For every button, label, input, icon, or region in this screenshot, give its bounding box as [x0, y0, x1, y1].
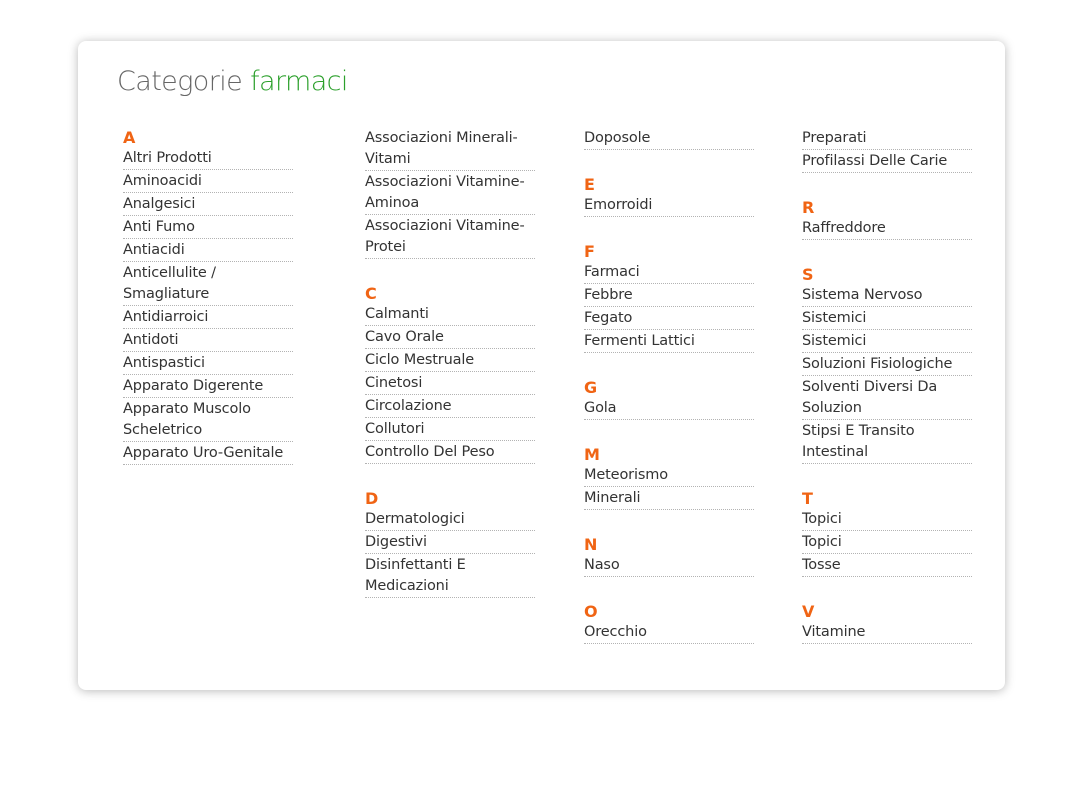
category-link[interactable]: Profilassi Delle Carie	[802, 151, 972, 173]
group-letter: D	[365, 489, 379, 508]
category-group-e	[584, 175, 754, 217]
category-link[interactable]: Digestivi	[365, 532, 535, 554]
category-link[interactable]: Disinfettanti E Medicazioni	[365, 555, 535, 598]
category-group-continued	[584, 128, 754, 150]
category-link[interactable]: Circolazione	[365, 396, 535, 418]
category-link[interactable]: Antispastici	[123, 353, 293, 375]
category-link[interactable]: Topici	[802, 509, 972, 531]
title-main: Categorie	[117, 66, 243, 97]
category-link[interactable]: Associazioni Vitamine-Aminoa	[365, 172, 535, 215]
category-link[interactable]: Anticellulite / Smagliature	[123, 263, 293, 306]
group-letter: M	[584, 445, 600, 464]
category-link[interactable]: Stipsi E Transito Intestinal	[802, 421, 972, 464]
group-letter: F	[584, 242, 595, 261]
category-group-m	[584, 445, 754, 510]
group-letter: A	[123, 128, 136, 147]
category-link[interactable]: Ciclo Mestruale	[365, 350, 535, 372]
group-letter: V	[802, 602, 815, 621]
category-link[interactable]: Associazioni Minerali-Vitami	[365, 128, 535, 171]
category-link[interactable]: Emorroidi	[584, 195, 754, 217]
category-link[interactable]: Sistemici	[802, 331, 972, 353]
category-column-4	[802, 128, 972, 669]
category-link[interactable]: Fermenti Lattici	[584, 331, 754, 353]
category-link[interactable]: Gola	[584, 398, 754, 420]
category-link[interactable]: Doposole	[584, 128, 754, 150]
category-link[interactable]: Orecchio	[584, 622, 754, 644]
category-link[interactable]: Raffreddore	[802, 218, 972, 240]
category-link[interactable]: Aminoacidi	[123, 171, 293, 193]
category-link[interactable]: Cinetosi	[365, 373, 535, 395]
category-link[interactable]: Preparati	[802, 128, 972, 150]
category-link[interactable]: Cavo Orale	[365, 327, 535, 349]
category-column-2	[365, 128, 535, 623]
group-letter: S	[802, 265, 814, 284]
category-link[interactable]: Sistemici	[802, 308, 972, 330]
category-group-o	[584, 602, 754, 644]
category-link[interactable]: Anti Fumo	[123, 217, 293, 239]
category-group-f	[584, 242, 754, 353]
category-link[interactable]: Antiacidi	[123, 240, 293, 262]
category-link[interactable]: Apparato Muscolo Scheletrico	[123, 399, 293, 442]
category-link[interactable]: Antidiarroici	[123, 307, 293, 329]
category-link[interactable]: Analgesici	[123, 194, 293, 216]
category-link[interactable]: Associazioni Vitamine-Protei	[365, 216, 535, 259]
category-group-a	[123, 128, 293, 465]
group-letter: T	[802, 489, 813, 508]
category-group-s	[802, 265, 972, 464]
categories-card	[78, 41, 1005, 690]
group-letter: O	[584, 602, 598, 621]
category-link[interactable]: Antidoti	[123, 330, 293, 352]
group-letter: G	[584, 378, 598, 397]
category-group-continued	[802, 128, 972, 173]
category-column-3	[584, 128, 754, 669]
category-link[interactable]: Fegato	[584, 308, 754, 330]
category-link[interactable]: Apparato Digerente	[123, 376, 293, 398]
group-letter: R	[802, 198, 815, 217]
category-link[interactable]: Febbre	[584, 285, 754, 307]
category-group-n	[584, 535, 754, 577]
category-link[interactable]: Collutori	[365, 419, 535, 441]
category-link[interactable]: Sistema Nervoso	[802, 285, 972, 307]
category-link[interactable]: Vitamine	[802, 622, 972, 644]
title-accent: farmaci	[250, 66, 348, 97]
group-letter: N	[584, 535, 598, 554]
category-group-t	[802, 489, 972, 577]
category-link[interactable]: Dermatologici	[365, 509, 535, 531]
category-link[interactable]: Controllo Del Peso	[365, 442, 535, 464]
category-group-v	[802, 602, 972, 644]
category-link[interactable]: Minerali	[584, 488, 754, 510]
category-link[interactable]: Naso	[584, 555, 754, 577]
category-link[interactable]: Meteorismo	[584, 465, 754, 487]
category-link[interactable]: Topici	[802, 532, 972, 554]
category-group-g	[584, 378, 754, 420]
group-letter: C	[365, 284, 377, 303]
page-title	[117, 66, 348, 97]
category-link[interactable]: Tosse	[802, 555, 972, 577]
category-link[interactable]: Calmanti	[365, 304, 535, 326]
category-link[interactable]: Soluzioni Fisiologiche	[802, 354, 972, 376]
category-column-1	[123, 128, 293, 490]
category-group-c	[365, 284, 535, 464]
group-letter: E	[584, 175, 595, 194]
category-group-continued	[365, 128, 535, 259]
category-link[interactable]: Solventi Diversi Da Soluzion	[802, 377, 972, 420]
category-link[interactable]: Apparato Uro-Genitale	[123, 443, 293, 465]
category-group-d	[365, 489, 535, 598]
category-group-r	[802, 198, 972, 240]
category-link[interactable]: Farmaci	[584, 262, 754, 284]
category-link[interactable]: Altri Prodotti	[123, 148, 293, 170]
